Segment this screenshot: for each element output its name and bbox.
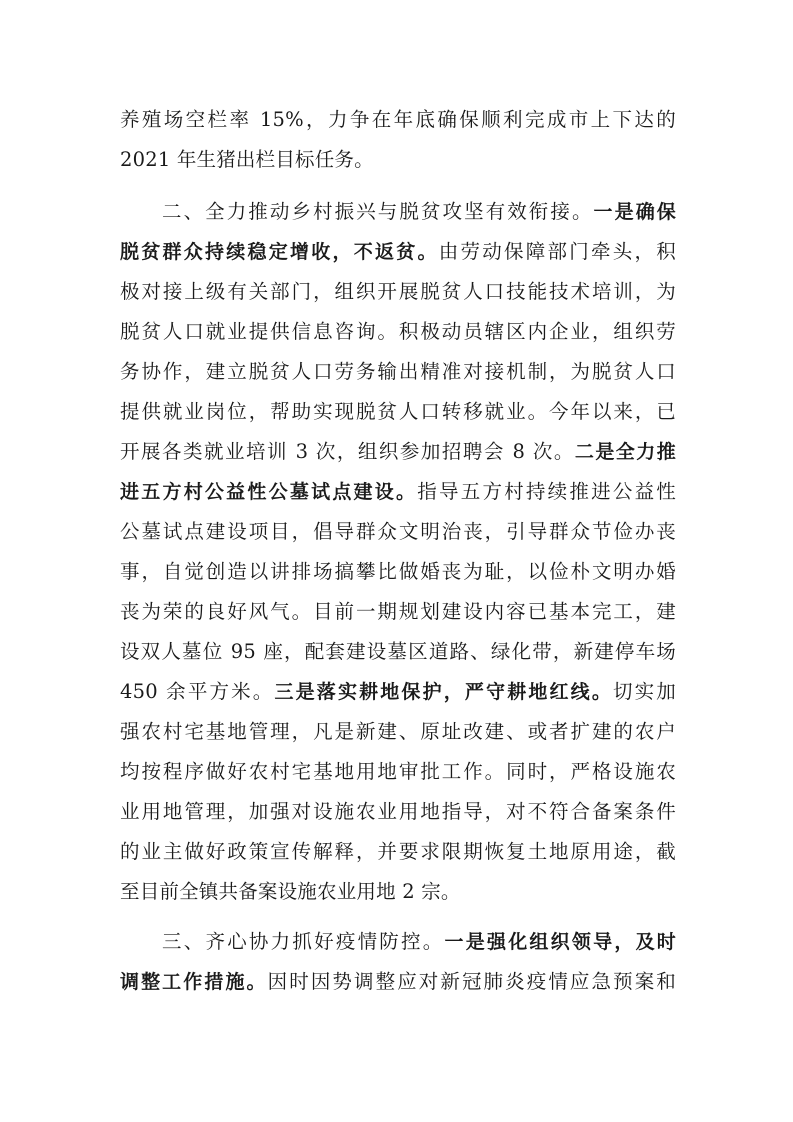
text-run: 开展各类就业培训 3 次，组织参加招聘会 8 次。 xyxy=(120,440,575,463)
section-2-heading-line xyxy=(162,192,676,232)
text-run: 指导五方村持续推进公益性 xyxy=(417,480,676,503)
text-line-22 xyxy=(120,962,676,1002)
bold-run: 一是强化组织领导，及时 xyxy=(444,931,676,953)
text-line-18 xyxy=(120,792,676,832)
text-line-9 xyxy=(120,432,676,472)
text-run: 丧为荣的良好风气。目前一期规划建设内容已基本完工，建 xyxy=(120,600,676,623)
text-line-20 xyxy=(120,872,461,912)
text-line-15 xyxy=(120,672,676,712)
bold-run: 三是落实耕地保护，严守耕地红线。 xyxy=(274,681,613,703)
text-run: 至目前全镇共备案设施农业用地 2 宗。 xyxy=(120,880,461,903)
text-run: 极对接上级有关部门，组织开展脱贫人口技能技术培训，为 xyxy=(120,280,676,303)
text-run: 脱贫人口就业提供信息咨询。积极动员辖区内企业，组织劳 xyxy=(120,320,676,343)
section-heading: 三、齐心协力抓好疫情防控。 xyxy=(162,930,445,953)
text-run: 提供就业岗位，帮助实现脱贫人口转移就业。今年以来，已 xyxy=(120,400,676,423)
text-run: 事，自觉创造以讲排场搞攀比做婚丧为耻，以俭朴文明办婚 xyxy=(120,560,676,583)
section-heading: 二、全力推动乡村振兴与脱贫攻坚有效衔接。 xyxy=(162,200,594,223)
text-run: 450 余平方米。 xyxy=(120,680,275,703)
text-line-5 xyxy=(120,272,676,312)
text-line-14 xyxy=(120,632,676,672)
text-line-1 xyxy=(120,100,676,140)
bold-run: 调整工作措施。 xyxy=(120,971,268,993)
text-line-17 xyxy=(120,752,676,792)
text-run: 均按程序做好农村宅基地用地审批工作。同时，严格设施农 xyxy=(120,760,676,783)
text-line-11 xyxy=(120,512,676,552)
bold-run: 一是确保 xyxy=(593,201,676,223)
text-line-8 xyxy=(120,392,676,432)
text-run: 切实加 xyxy=(612,680,676,703)
text-line-10 xyxy=(120,472,676,512)
text-run: 2021 年生猪出栏目标任务。 xyxy=(120,148,374,171)
text-run: 强农村宅基地管理，凡是新建、原址改建、或者扩建的农户 xyxy=(120,720,676,743)
text-line-6 xyxy=(120,312,676,352)
text-line-12 xyxy=(120,552,676,592)
text-line-4 xyxy=(120,232,676,272)
text-run: 由劳动保障部门牵头，积 xyxy=(438,240,676,263)
text-run: 设双人墓位 95 座，配套建设墓区道路、绿化带，新建停车场 xyxy=(120,640,676,663)
text-line-13 xyxy=(120,592,676,632)
text-run: 的业主做好政策宣传解释，并要求限期恢复土地原用途，截 xyxy=(120,840,676,863)
text-run: 业用地管理，加强对设施农业用地指导，对不符合备案条件 xyxy=(120,800,676,823)
bold-run: 进五方村公益性公墓试点建设。 xyxy=(120,481,418,503)
text-line-7 xyxy=(120,352,676,392)
text-run: 公墓试点建设项目，倡导群众文明治丧，引导群众节俭办丧 xyxy=(120,520,676,543)
bold-run: 脱贫群众持续稳定增收，不返贫。 xyxy=(120,241,439,263)
section-3-heading-line xyxy=(162,922,676,962)
bold-run: 二是全力推 xyxy=(574,441,676,463)
text-line-16 xyxy=(120,712,676,752)
text-run: 务协作，建立脱贫人口劳务输出精准对接机制，为脱贫人口 xyxy=(120,360,676,383)
text-run: 因时因势调整应对新冠肺炎疫情应急预案和 xyxy=(267,970,676,993)
text-line-2 xyxy=(120,140,374,180)
text-run: 养殖场空栏率 15%，力争在年底确保顺利完成市上下达的 xyxy=(120,108,676,131)
text-line-19 xyxy=(120,832,676,872)
